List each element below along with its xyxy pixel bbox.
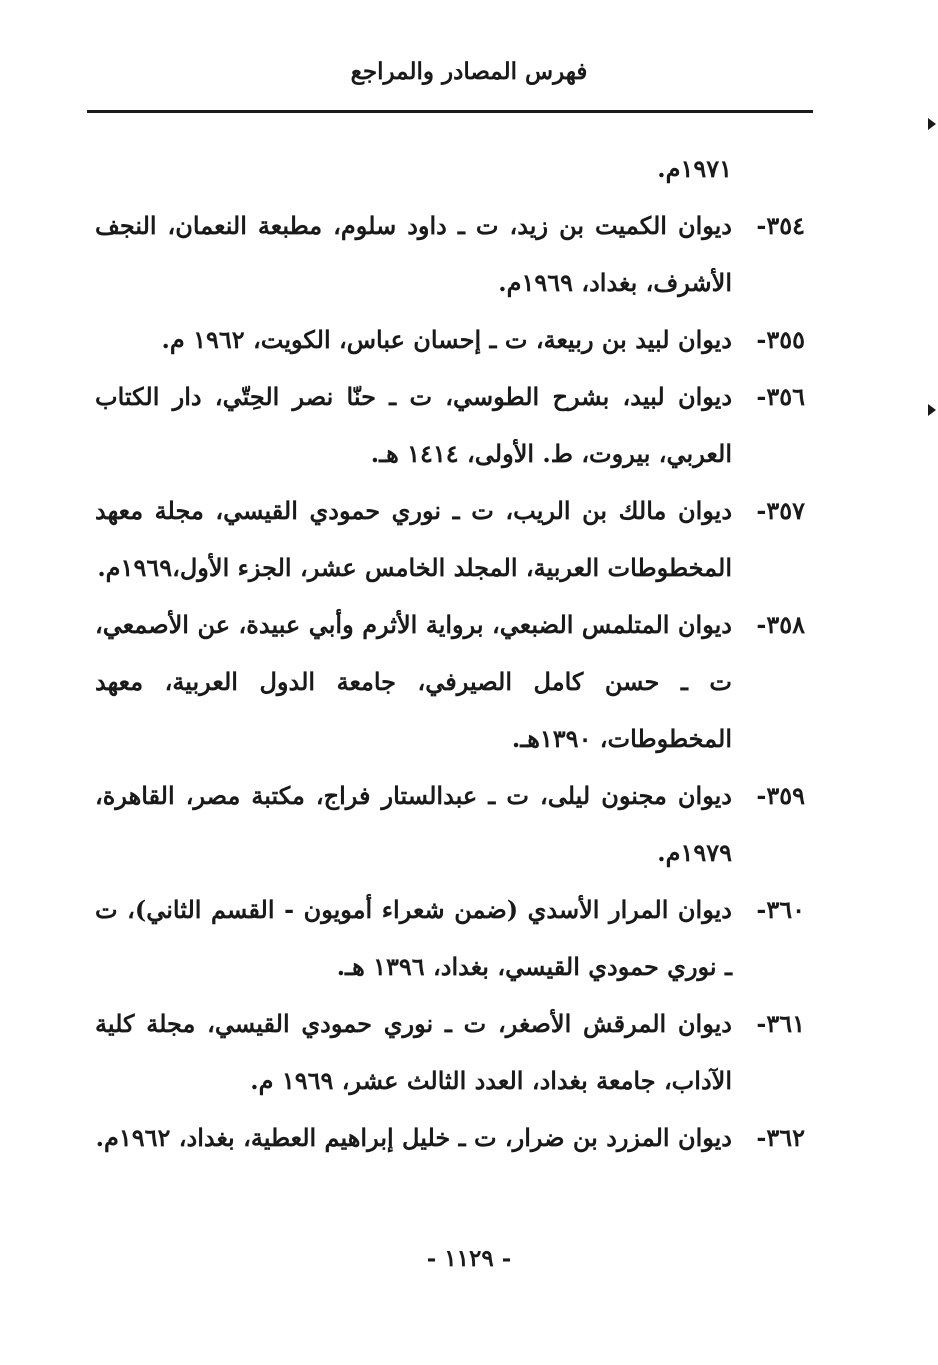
entry-text: ديوان المتلمس الضبعي، برواية الأثرم وأبي عبيدة، عن الأصمعي، ت ـ حسن كامل الصيرفي، جامعة الدول العربية، معهد المخطوطات، ١٣٩٠هـ. xyxy=(95,610,732,753)
entry-number: ٣٥٩- xyxy=(756,781,805,810)
running-header-title: فهرس المصادر والمراجع xyxy=(350,58,588,85)
scan-edge-mark xyxy=(928,118,936,130)
entry-text: ديوان مجنون ليلى، ت ـ عبدالستار فراج، مكتبة مصر، القاهرة، ١٩٧٩م. xyxy=(95,781,732,867)
bibliography-entry xyxy=(95,881,805,995)
entry-text: ديوان المرار الأسدي (ضمن شعراء أمويون - القسم الثاني)، ت ـ نوري حمودي القيسي، بغداد، ١٣٩٦ هـ. xyxy=(95,895,732,981)
bibliography-entry xyxy=(95,197,805,311)
bibliography-entry xyxy=(95,311,805,368)
entry-number: ٣٥٤- xyxy=(756,211,805,240)
entry-number: ٣٥٦- xyxy=(756,382,805,411)
bibliography-list xyxy=(95,140,805,1166)
entry-text: ديوان الكميت بن زيد، ت ـ داود سلوم، مطبعة النعمان، النجف الأشرف، بغداد، ١٩٦٩م. xyxy=(95,211,732,297)
entry-text: ديوان المزرد بن ضرار، ت ـ خليل إبراهيم العطية، بغداد، ١٩٦٢م. xyxy=(95,1123,732,1152)
entry-number: ٣٦٠- xyxy=(756,895,805,924)
bibliography-entry xyxy=(95,1109,805,1166)
continuation-line: ١٩٧١م. xyxy=(657,154,732,183)
bibliography-entry xyxy=(95,368,805,482)
scan-edge-mark xyxy=(928,404,936,416)
entry-number: ٣٥٥- xyxy=(756,325,805,354)
bibliography-entry xyxy=(95,995,805,1109)
bibliography-entry xyxy=(95,767,805,881)
entry-text: ديوان المرقش الأصغر، ت ـ نوري حمودي القيسي، مجلة كلية الآداب، جامعة بغداد، العدد الثالث عشر، ١٩٦٩ م. xyxy=(95,1009,732,1095)
bibliography-entry xyxy=(95,596,805,767)
entry-number: ٣٥٧- xyxy=(756,496,805,525)
entry-text: ديوان لبيد بن ربيعة، ت ـ إحسان عباس، الكويت، ١٩٦٢ م. xyxy=(161,325,732,354)
bibliography-entry xyxy=(95,482,805,596)
entry-text: ديوان لبيد، بشرح الطوسي، ت ـ حنّا نصر الحِتّي، دار الكتاب العربي، بيروت، ط. الأولى، ١٤١٤ هـ. xyxy=(95,382,733,468)
entry-number: ٣٥٨- xyxy=(756,610,805,639)
entry-number: ٣٦٢- xyxy=(756,1123,805,1152)
entry-text: ديوان مالك بن الريب، ت ـ نوري حمودي القيسي، مجلة معهد المخطوطات العربية، المجلد الخامس عشر، الجزء الأول،١٩٦٩م. xyxy=(95,496,733,582)
page-number: - ١١٢٩ - xyxy=(426,1245,512,1272)
entry-number: ٣٦١- xyxy=(756,1009,805,1038)
header-rule xyxy=(87,110,813,113)
